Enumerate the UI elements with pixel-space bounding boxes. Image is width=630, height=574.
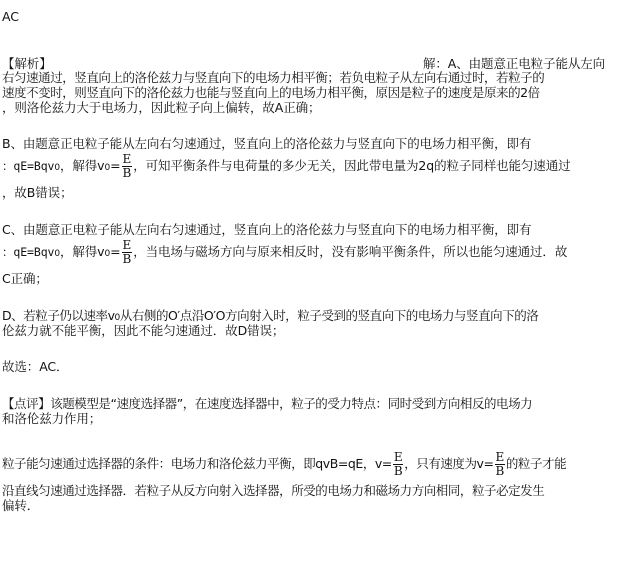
equals-sign: = — [110, 244, 121, 259]
fraction-numerator: E — [122, 152, 132, 166]
comment-line-5: 偏转． — [2, 498, 40, 513]
v0-subscript: 0 — [104, 163, 111, 173]
option-b-solve: ，解得v — [59, 158, 105, 173]
option-b-line-1: B、由题意正电粒子能从左向右匀速通过，竖直向上的洛伦兹力与竖直向下的电场力相平衡，即有 — [2, 136, 532, 151]
option-c-line-2 — [2, 239, 567, 267]
fraction-denominator: B — [122, 166, 132, 180]
comment-line-4: 沿直线匀速通过选择器．若粒子从反方向射入选择器，所受的电场力和磁场力方向相同，粒子必定发生 — [2, 483, 545, 498]
option-b-line-2 — [2, 153, 571, 181]
comment-line-2: 和洛伦兹力作用； — [2, 411, 102, 426]
fraction-e-over-b — [122, 239, 133, 266]
conclusion-text: 故选：AC． — [2, 359, 69, 374]
fraction-denominator: B — [495, 464, 504, 478]
comment-line-1: 【点评】该题模型是“速度选择器”，在速度选择器中，粒子的受力特点：同时受到方向相反的电场力 — [2, 396, 533, 411]
condition-lead: 粒子能匀速通过选择器的条件：电场力和洛伦兹力平衡，即qvB=qE，v= — [2, 456, 392, 471]
option-a-lead: 解：A、由题意正电粒子能从左向 — [423, 56, 606, 71]
fraction-numerator: E — [122, 238, 132, 252]
option-b-equation: ：qE=Bqv — [2, 159, 55, 173]
option-c-solve: ，解得v — [59, 244, 105, 259]
option-d-rest: 从右侧的O′点沿O′O方向射入时，粒子受到的竖直向下的电场力与竖直向下的洛 — [119, 308, 539, 323]
v0-subscript: 0 — [114, 313, 120, 323]
option-a-line-3: 速度不变时，则竖直向下的洛伦兹力也能与竖直向上的电场力相平衡，原因是粒子的速度是原来的2倍 — [2, 85, 540, 100]
equals-sign: = — [110, 158, 121, 173]
fraction-e-over-b — [393, 451, 403, 478]
fraction-e-over-b — [495, 451, 505, 478]
fraction-denominator: B — [393, 464, 403, 478]
option-c-line-3: C正确； — [2, 271, 48, 286]
option-b-line-3: ，故B错误； — [2, 185, 73, 200]
option-c-equation: ：qE=Bqv — [2, 245, 55, 259]
fraction-e-over-b — [122, 153, 133, 180]
option-c-conclusion: ，当电场与磁场方向与原来相反时，没有影响平衡条件，所以也能匀速通过．故 — [133, 244, 568, 259]
option-c-line-1: C、由题意正电粒子能从左向右匀速通过，竖直向上的洛伦兹力与竖直向下的电场力相平衡，即有 — [2, 222, 532, 237]
option-b-conclusion: ，可知平衡条件与电荷量的多少无关，因此带电量为2q的粒子同样也能匀速通过 — [133, 158, 571, 173]
option-a-line-2: 右匀速通过，竖直向上的洛伦兹力与竖直向下的电场力相平衡；若负电粒子从左向右通过时，若粒子的 — [2, 70, 545, 85]
v0-subscript: 0 — [104, 249, 111, 259]
analysis-heading: 【解析】 — [2, 56, 52, 71]
option-d-line-2: 伦兹力就不能平衡，因此不能匀速通过．故D错误； — [2, 323, 285, 338]
v0-subscript: 0 — [54, 249, 60, 259]
fraction-numerator: E — [495, 450, 504, 464]
answer-text: AC — [2, 9, 19, 24]
condition-middle: ，只有速度为v= — [404, 456, 494, 471]
comment-condition-line — [2, 451, 566, 478]
option-d-lead: D、若粒子仍以速率v — [2, 308, 115, 323]
condition-tail: 的粒子才能 — [505, 456, 567, 471]
fraction-numerator: E — [393, 450, 403, 464]
option-a-line-4: ，则洛伦兹力大于电场力，因此粒子向上偏转，故A正确； — [2, 100, 321, 115]
v0-subscript: 0 — [54, 163, 60, 173]
fraction-denominator: B — [122, 252, 132, 266]
